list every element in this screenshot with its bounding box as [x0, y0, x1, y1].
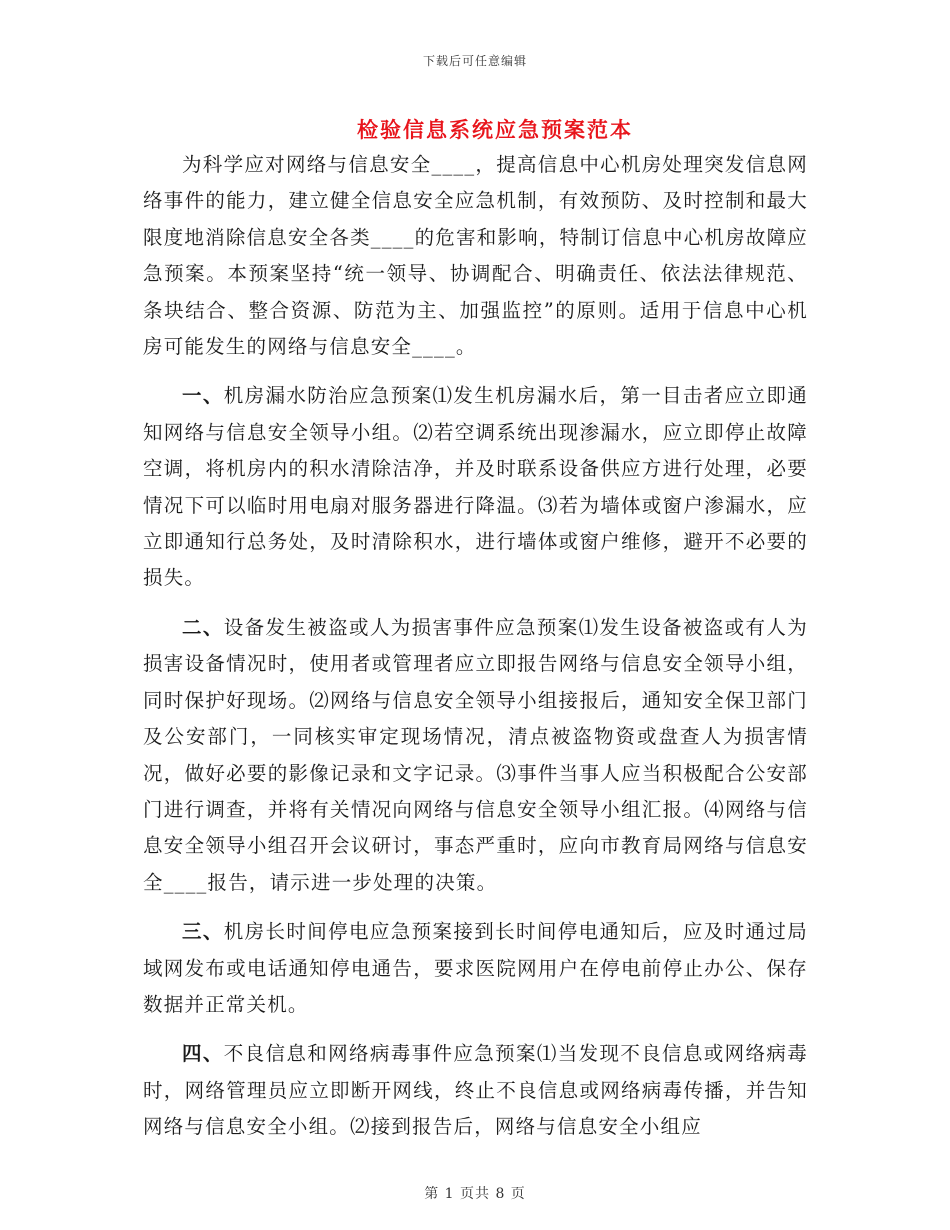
paragraph-lead: 一、 — [182, 384, 224, 408]
paragraph-lead: 三、 — [182, 920, 224, 944]
paragraph-text: 机房漏水防治应急预案⑴发生机房漏水后，第一目击者应立即通知网络与信息安全领导小组。⑵若空调系统出现渗漏水，应立即停止故障空调，将机房内的积水清除洁净，并及时联系设备供应方进行处理，必要情况下可以临时用电扇对服务器进行降温。⑶若为墙体或窗户渗漏水，应立即通知行总务处，及时清除积水，进行墙体或窗户维修，避开不必要的损失。 — [143, 384, 808, 590]
paragraph-intro — [143, 147, 808, 365]
document-body — [143, 147, 808, 1159]
paragraph-section-4 — [143, 1036, 808, 1145]
paragraph-text: 不良信息和网络病毒事件应急预案⑴当发现不良信息或网络病毒时，网络管理员应立即断开网线，终止不良信息或网络病毒传播，并告知网络与信息安全小组。⑵接到报告后，网络与信息安全小组应 — [143, 1042, 808, 1139]
paragraph-lead: 二、 — [182, 615, 224, 639]
paragraph-text: 为科学应对网络与信息安全____，提高信息中心机房处理突发信息网络事件的能力，建立健全信息安全应急机制，有效预防、及时控制和最大限度地消除信息安全各类____的危害和影响，特制订信息中心机房故障应急预案。本预案坚持“统一领导、协调配合、明确责任、依法法律规范、条块结合、整合资源、防范为主、加强监控”的原则。适用于信息中心机房可能发生的网络与信息安全____。 — [143, 153, 808, 359]
page-header: 下载后可任意编辑 — [422, 54, 527, 68]
paragraph-section-2 — [143, 610, 808, 901]
paragraph-lead: 四、 — [182, 1042, 224, 1066]
paragraph-section-3 — [143, 914, 808, 1023]
paragraph-text: 机房长时间停电应急预案接到长时间停电通知后，应及时通过局域网发布或电话通知停电通告，要求医院网用户在停电前停止办公、保存数据并正常关机。 — [143, 920, 808, 1016]
document-title: 检验信息系统应急预案范本 — [357, 117, 633, 142]
paragraph-section-1 — [143, 378, 808, 596]
paragraph-text: 设备发生被盗或人为损害事件应急预案⑴发生设备被盗或有人为损害设备情况时，使用者或管理者应立即报告网络与信息安全领导小组，同时保护好现场。⑵网络与信息安全领导小组接报后，通知安全保卫部门及公安部门，一同核实审定现场情况，清点被盗物资或盘查人为损害情况，做好必要的影像记录和文字记录。⑶事件当事人应当积极配合公安部门进行调查，并将有关情况向网络与信息安全领导小组汇报。⑷网络与信息安全领导小组召开会议研讨，事态严重时，应向市教育局网络与信息安全____报告，请示进一步处理的决策。 — [143, 615, 808, 894]
page-number: 第 1 页共 8 页 — [424, 1186, 526, 1202]
